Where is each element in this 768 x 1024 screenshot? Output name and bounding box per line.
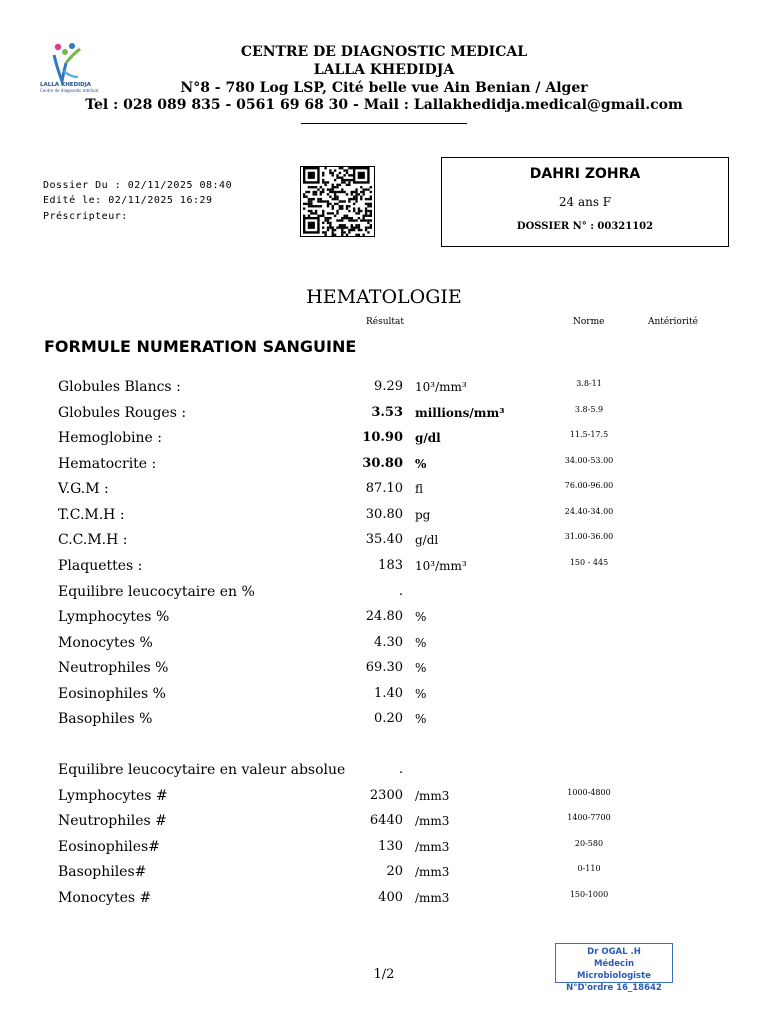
row-unit: % <box>415 610 427 624</box>
table-row <box>0 709 768 729</box>
header-line-2: LALLA KHEDIDJA <box>313 62 455 78</box>
row-unit: pg <box>415 508 431 522</box>
column-norme: Norme <box>573 317 605 327</box>
row-value: 4.30 <box>374 635 403 650</box>
row-value: 1.40 <box>374 686 403 701</box>
table-row <box>0 862 768 882</box>
row-value: 69.30 <box>365 660 403 675</box>
subsection-title: FORMULE NUMERATION SANGUINE <box>44 337 357 356</box>
row-value: 10.90 <box>362 430 403 445</box>
row-unit: 10³/mm³ <box>415 559 467 573</box>
doctor-stamp <box>555 943 673 993</box>
row-label: Hematocrite : <box>58 456 157 472</box>
qr-code-icon <box>300 166 375 237</box>
row-norme: 150-1000 <box>569 890 609 899</box>
row-label: Neutrophiles % <box>58 660 169 676</box>
row-unit: /mm3 <box>415 789 450 803</box>
table-row <box>0 428 768 448</box>
row-norme: 20-580 <box>574 839 604 848</box>
table-row <box>0 607 768 627</box>
row-norme: 34.00-53.00 <box>564 456 614 465</box>
table-row <box>0 505 768 525</box>
table-row <box>0 658 768 678</box>
table-row <box>0 811 768 831</box>
row-value: . <box>398 762 403 777</box>
row-norme: 24.40-34.00 <box>564 507 614 516</box>
row-label: Lymphocytes % <box>58 609 170 625</box>
row-norme: 150 - 445 <box>569 558 609 567</box>
row-label: Monocytes % <box>58 635 153 651</box>
table-row <box>0 633 768 653</box>
patient-box <box>441 157 729 247</box>
logo-tagline: Centre de diagnostic médical <box>40 88 99 93</box>
column-result: Résultat <box>366 317 404 327</box>
row-unit: % <box>415 712 427 726</box>
row-unit: 10³/mm³ <box>415 380 467 394</box>
prescriber: Préscripteur: <box>43 211 128 222</box>
patient-age: 24 ans F <box>558 195 612 209</box>
table-row <box>0 556 768 576</box>
row-norme: 0-110 <box>577 864 601 873</box>
row-label: V.G.M : <box>58 481 109 497</box>
edit-date: Edité le: 02/11/2025 16:29 <box>43 195 213 206</box>
row-label: Lymphocytes # <box>58 788 168 804</box>
patient-name: DAHRI ZOHRA <box>529 166 641 182</box>
table-row <box>0 403 768 423</box>
dossier-number: DOSSIER N° : 00321102 <box>516 221 654 232</box>
row-value: 87.10 <box>365 481 403 496</box>
row-label: T.C.M.H : <box>58 507 125 523</box>
row-label: Equilibre leucocytaire en valeur absolue <box>58 762 346 778</box>
row-norme: 3.8-11 <box>576 379 602 388</box>
row-unit: fl <box>415 482 424 496</box>
header-line-1: CENTRE DE DIAGNOSTIC MEDICAL <box>240 44 528 60</box>
page-number: 1/2 <box>373 967 395 982</box>
header-line-3: N°8 - 780 Log LSP, Cité belle vue Ain Benian / Alger <box>180 80 588 96</box>
table-row <box>0 454 768 474</box>
logo-name: LALLA KHEDIDJA <box>40 82 92 88</box>
stamp-order-number: N°D'ordre 16_18642 <box>566 983 662 993</box>
table-row <box>0 888 768 908</box>
row-value: 24.80 <box>365 609 403 624</box>
row-norme: 3.8-5.9 <box>574 405 604 414</box>
row-value: . <box>398 584 403 599</box>
row-unit: g/dl <box>415 533 439 547</box>
row-unit: % <box>415 661 427 675</box>
row-unit: /mm3 <box>415 891 450 905</box>
row-label: Globules Blancs : <box>58 379 181 395</box>
row-value: 2300 <box>369 788 403 803</box>
table-row <box>0 582 768 602</box>
row-value: 30.80 <box>365 507 403 522</box>
row-unit: % <box>415 457 427 471</box>
row-norme: 11.5-17.5 <box>569 430 609 439</box>
row-value: 9.29 <box>374 379 403 394</box>
row-unit: g/dl <box>415 431 441 445</box>
row-label: Globules Rouges : <box>58 405 187 421</box>
row-label: Equilibre leucocytaire en % <box>58 584 255 600</box>
row-label: Eosinophiles# <box>58 839 160 855</box>
column-anteriorite: Antériorité <box>648 317 698 327</box>
header-divider <box>301 123 467 124</box>
table-row <box>0 837 768 857</box>
row-value: 3.53 <box>371 405 403 420</box>
row-value: 183 <box>378 558 403 573</box>
table-row <box>0 377 768 397</box>
row-value: 35.40 <box>365 532 403 547</box>
header-line-4: Tel : 028 089 835 - 0561 69 68 30 - Mail : Lallakhedidja.medical@gmail.com <box>85 97 683 113</box>
row-value: 400 <box>378 890 403 905</box>
row-value: 6440 <box>369 813 403 828</box>
stamp-specialty: Médecin Microbiologiste <box>577 959 651 981</box>
row-unit: % <box>415 636 427 650</box>
row-value: 30.80 <box>362 456 403 471</box>
row-label: Hemoglobine : <box>58 430 162 446</box>
row-value: 0.20 <box>374 711 403 726</box>
row-label: Basophiles % <box>58 711 153 727</box>
row-norme: 76.00-96.00 <box>564 481 614 490</box>
row-unit: /mm3 <box>415 814 450 828</box>
row-label: Basophiles# <box>58 864 147 880</box>
row-label: Neutrophiles # <box>58 813 167 829</box>
row-unit: % <box>415 687 427 701</box>
table-row <box>0 530 768 550</box>
row-unit: millions/mm³ <box>415 406 505 420</box>
section-title: HEMATOLOGIE <box>306 286 462 308</box>
row-label: Monocytes # <box>58 890 152 906</box>
stamp-doctor-name: Dr OGAL .H <box>587 947 641 957</box>
row-norme: 1400-7700 <box>567 813 611 822</box>
table-row <box>0 479 768 499</box>
row-norme: 1000-4800 <box>567 788 611 797</box>
row-value: 20 <box>386 864 403 879</box>
table-row <box>0 684 768 704</box>
row-unit: /mm3 <box>415 840 450 854</box>
table-row <box>0 760 768 780</box>
row-label: Eosinophiles % <box>58 686 166 702</box>
row-label: Plaquettes : <box>58 558 143 574</box>
row-value: 130 <box>378 839 403 854</box>
row-norme: 31.00-36.00 <box>564 532 614 541</box>
dossier-date: Dossier Du : 02/11/2025 08:40 <box>43 180 233 191</box>
table-row <box>0 786 768 806</box>
row-label: C.C.M.H : <box>58 532 128 548</box>
row-unit: /mm3 <box>415 865 450 879</box>
